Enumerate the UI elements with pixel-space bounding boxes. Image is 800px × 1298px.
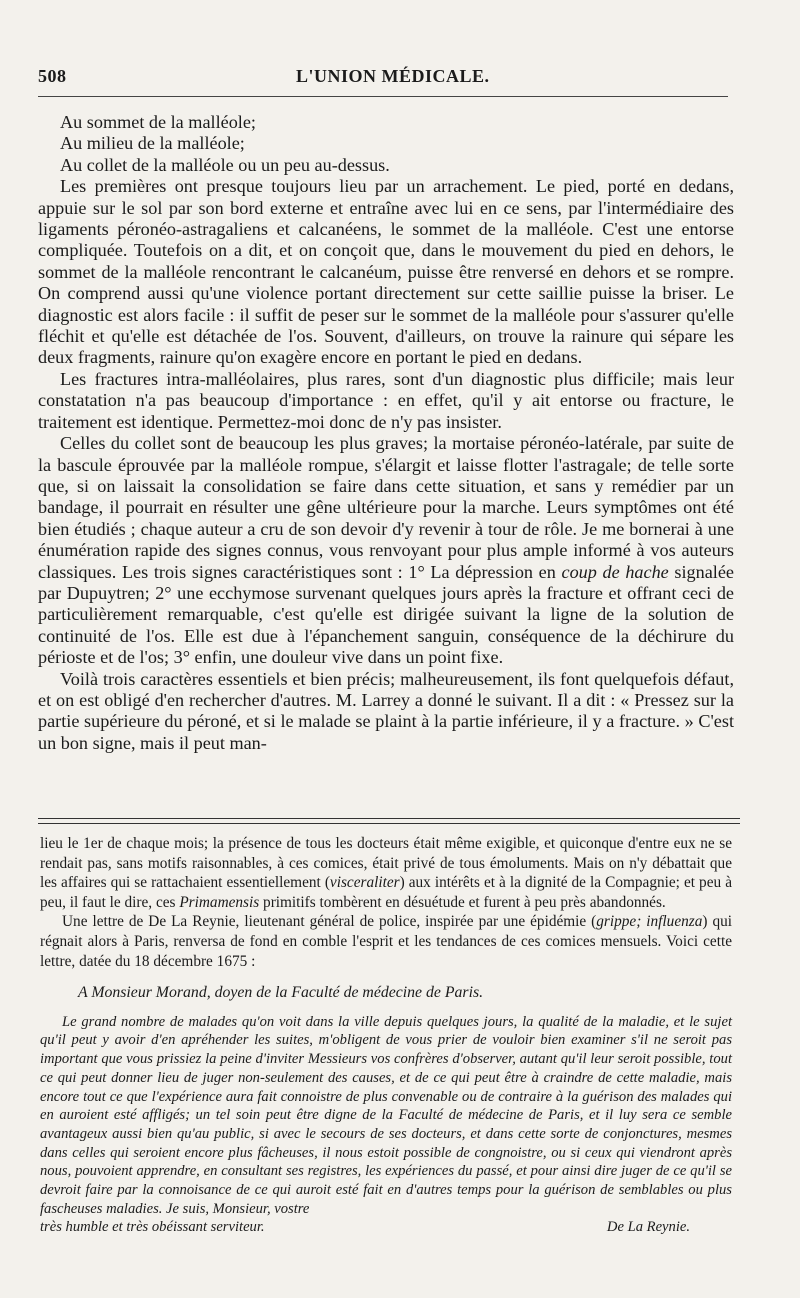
text-run: Une lettre de De La Reynie, lieutenant général de police, inspirée par une épidémie ( [62,913,597,931]
letter-heading: A Monsieur Morand, doyen de la Faculté de médecine de Paris. [78,984,484,1002]
footnote [40,834,732,1237]
text-run: signalée par Dupuytren; 2° une ecchymose survenant quelques jours après la fracture et offrant ceci de particulièrement remarquable, c'est qu'elle est dirigée suivant la ligne de la solution de continuité de l'os. Elle est due à l'épanchement sanguin, conséquence de la déchirure du périoste et de l'os; 3° enfin, une douleur vive dans un point fixe. [38,561,734,668]
italic-phrase: Primamensis [179,893,260,911]
footnote-paragraph [40,834,732,912]
text-run: lieu le 1er de chaque mois; la présence de tous les docteurs était même exigible, et quiconque d'entre eux ne se rendait pas, sans motifs raisonnables, à ces comices, était privé de tous émoluments. Mais on n'y débattait que les affaires qui se rattachaient essentiellement ( [40,835,732,892]
text-run: primitifs tombèrent en désuétude et furent à peu près abandonnés. [259,893,666,911]
running-header [38,66,738,92]
paragraph: Les premières ont presque toujours lieu par un arrachement. Le pied, porté en dedans, appuie sur le sol par son bord externe et entraîne avec lui en ce sens, par l'intermédiaire des ligaments péronéo-astragaliens et calcanéens, le sommet de la malléole. C'est une entorse compliquée. Toutefois on a dit, et on conçoit que, dans le mouvement du pied en dehors, le sommet de la malléole rencontrant le calcanéum, puisse être renversé en dehors et se rompre. On comprend aussi qu'une violence portant directement sur cette saillie puisse la briser. Le diagnostic est alors facile : il suffit de peser sur le sommet de la malléole pour s'assurer qu'elle fléchit et qu'elle est détachée de l'os. Souvent, d'ailleurs, on trouve la rainure qui sépare les deux fragments, rainure qu'on exagère encore en portant le pied en dedans. [38,176,734,368]
paragraph [38,433,734,668]
italic-phrase: visceraliter [329,874,400,892]
italic-phrase: grippe; influenza [596,913,703,931]
text-run: Celles du collet sont de beaucoup les plus graves; la mortaise péronéo-latérale, par suite de la bascule éprouvée par la malléole rompue, s'élargit et laisse flotter l'astragale; de telle sorte que, si on laissait la consolidation se faire dans cette situation, et sans y remédier par un bandage, il pourrait en résulter une gêne ultérieure pour la marche. Leurs symptômes ont été bien étudiés ; chaque auteur a cru de son devoir d'y revenir à tour de rôle. Je me bornerai à une énumération rapide des signes connus, vous renvoyant pour plus ample informé à vos auteurs classiques. Les trois signes caractéristiques sont : 1° La dépression en [38,433,734,582]
page-number: 508 [38,66,67,86]
paragraph: Voilà trois caractères essentiels et bien précis; malheureusement, ils font quelquefois défaut, et on est obligé d'en rechercher d'autres. M. Larrey a donné le suivant. Il a dit : « Pressez sur la partie supérieure du péroné, et si le malade se plaint à la partie inférieure, il y a fracture. » C'est un bon signe, mais il peut man- [38,668,734,753]
text-run: ) aux intérêts et à la dignité de la Compagnie; et peu à peu, il faut le dire, ces [40,874,732,911]
journal-title: L'UNION MÉDICALE. [296,66,490,86]
paragraph: Les fractures intra-malléolaires, plus rares, sont d'un diagnostic plus difficile; mais leur constatation n'a pas beaucoup d'importance : en effet, qu'il y ait entorse ou fracture, le traitement est identique. Permettez-moi donc de n'y pas insister. [38,368,734,432]
header-rule [38,96,728,97]
list-item: Au milieu de la malléole; [60,133,245,154]
letter-closing-line [40,1218,732,1237]
italic-phrase: coup de hache [561,561,669,582]
list-item: Au collet de la malléole ou un peu au-dessus. [60,154,390,175]
letter-body: Le grand nombre de malades qu'on voit dans la ville depuis quelques jours, la qualité de la maladie, et le sujet qu'il peut y avoir d'en apréhender les suites, m'obligent de vous prier de vouloir bien examiner s'il ne seroit pas important que vous prissiez la peine d'inviter Messieurs vos confrères d'observer, autant qu'il leur seroit possible, tout ce qui peut donner lieu de juger non-seulement des causes, et de ce qui peut être à craindre de cette maladie, mais encore tout ce que l'expérience aura fait connoistre de plus convenable ou de contraire à la guérison des malades qui en auroient esté affligés; un tel soin peut être digne de la Faculté de médecine de Paris, et il luy sera ce semble avantageux aussi bien qu'au public, si avec le secours de ses docteurs, et dans cette sorte de conjonctures, mesmes dans celles qui seroient encore plus fâcheuses, il nous estoit possible de congnoistre, ou si ceux qui viendront après nous, pouvoient apprendre, en consultant ses registres, les expériences du passé, et pour ainsi dire juger de ce qu'il se devroit faire par la connoisance de ce qui auroit esté fait en d'autres temps pour la guérison de semblables ou plus fascheuses maladies. Je suis, Monsieur, vostre [40,1013,732,1217]
letter-signature: De La Reynie. [606,1219,690,1236]
letter-closing: très humble et très obéissant serviteur. [40,1219,265,1236]
footnote-separator [38,818,740,824]
list-item: Au sommet de la malléole; [60,112,256,132]
main-text [38,112,734,754]
text-run: ) qui régnait alors à Paris, renversa de fond en comble l'esprit et les tendances de ces comices mensuels. Voici cette lettre, datée du 18 décembre 1675 : [40,913,732,970]
footnote-paragraph [40,912,732,971]
